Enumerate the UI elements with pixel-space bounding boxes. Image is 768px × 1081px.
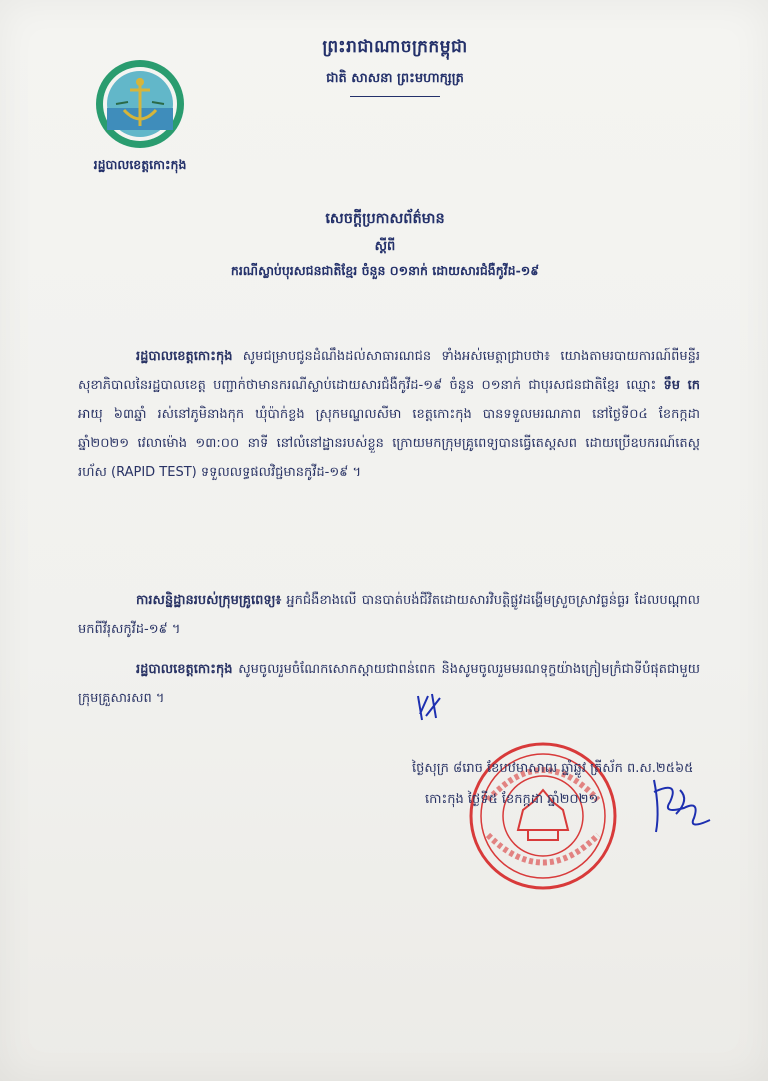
national-motto: ជាតិ សាសនា ព្រះមហាក្សត្រ [326, 71, 464, 86]
paragraph-1-text-2: អាយុ ៦៣ឆ្នាំ រស់នៅភូមិនាងកុក ឃុំប៉ាក់ខ្លង ស្រុកមណ្ឌលសីមា ខេត្តកោះកុង បានទទួលមរណភាព នៅថ្ងៃទី០៤ ខែកក្កដា ឆ្នាំ២០២១ វេលាម៉ោង ១៣:០០ នាទី នៅលំនៅដ្ឋានរបស់ខ្លួន ក្រោយមកក្រុមគ្រូពេទ្យបានធ្វើតេស្តសព ដោយប្រើឧបករណ៍តេស្តរហ័ស (RAPID TEST) ទទួលលទ្ធផលវិជ្ជមានកូវីដ-១៩ ។ [78, 407, 700, 480]
title-subject: ករណីស្លាប់បុរសជនជាតិខ្មែរ ចំនួន ០១នាក់ ដោយសារជំងឺកូវីដ-១៩ [230, 263, 540, 278]
paragraph-3-lead: រដ្ឋបាលខេត្តកោះកុង [136, 662, 233, 677]
document-title: សេចក្តីប្រកាសព័ត៌មាន [325, 211, 445, 227]
initial-mark-icon [412, 690, 446, 724]
solar-date: កោះកុង ថ្ងៃទី៥ ខែកក្កដា ឆ្នាំ២០២១ [425, 792, 599, 807]
paragraph-1-lead: រដ្ឋបាលខេត្តកោះកុង [136, 349, 233, 364]
title-subject-label: ស្តីពី [374, 239, 396, 254]
royal-header: ព្រះរាជាណាចក្រកម្ពុជា [322, 37, 468, 57]
signature-icon [640, 770, 720, 840]
issuing-agency: រដ្ឋបាលខេត្តកោះកុង [93, 157, 187, 172]
paragraph-3-text: សូមចូលរួមចំណែកសោកស្តាយជាពន់ពេក និងសូមចូលរួមមរណទុក្ខយ៉ាងក្រៀមក្រំជាទីបំផុតជាមួយក្រុមគ្រួសារសព ។ [78, 662, 700, 706]
motto-divider [350, 96, 440, 99]
paragraph-3 [78, 655, 700, 713]
deceased-name: ទឹម កេ [663, 378, 700, 393]
paragraph-1-text: សូមជម្រាបជូនដំណឹងដល់សាធារណជន ទាំងអស់មេត្តាជ្រាបថា៖ យោងតាមរបាយការណ៍ពីមន្ទីរសុខាភិបាលនៃរដ្ឋបាលខេត្ត បញ្ជាក់ថាមានករណីស្លាប់ដោយសារជំងឺកូវីដ-១៩ ចំនួន ០១នាក់ ជាបុរសជនជាតិខ្មែរ ឈ្មោះ [78, 349, 700, 393]
paragraph-2 [78, 586, 700, 644]
paragraph-1 [78, 342, 700, 487]
provincial-emblem-icon [94, 58, 186, 150]
lunar-date: ថ្ងៃសុក្រ ៨រោច ខែបឋមាសាឍ ឆ្នាំឆ្លូវ ត្រីស័ក ព.ស.២៥៦៥ [412, 761, 694, 776]
paragraph-2-lead: ការសន្និដ្ឋានរបស់ក្រុមគ្រូពេទ្យ៖ [136, 593, 282, 608]
paragraph-2-text: អ្នកជំងឺខាងលើ បានបាត់បង់ជីវិតដោយសារវិបត្តិផ្លូវដង្ហើមស្រួចស្រាវធ្ងន់ធ្ងរ ដែលបណ្តាលមកពីវីរុសកូវីដ-១៩ ។ [78, 593, 700, 637]
